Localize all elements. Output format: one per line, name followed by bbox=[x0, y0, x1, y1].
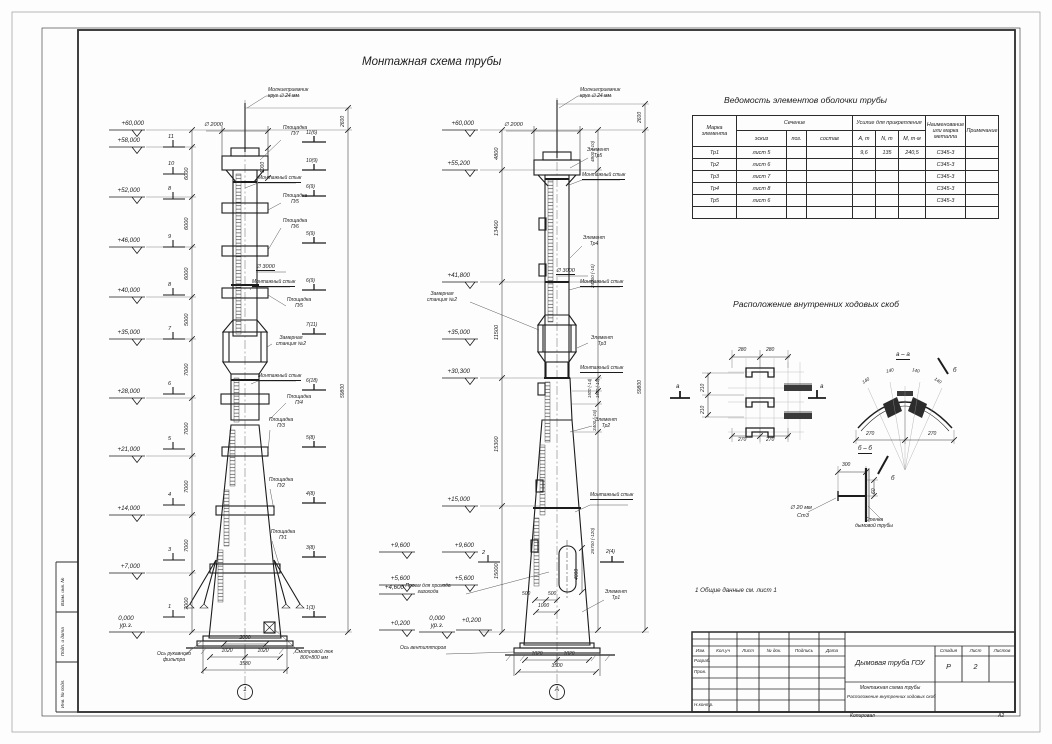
lightning-rod-label: Молниеприемник круг ∅ 24 мм bbox=[580, 87, 621, 99]
fans-axis-label: Ось вентиляторов bbox=[400, 645, 446, 651]
joint-label: Монтажный стык bbox=[252, 279, 296, 285]
tb-doc-name: Дымовая труба ГОУ bbox=[855, 658, 925, 667]
table-row: Тр5 лист 6 С345-3 bbox=[693, 195, 999, 207]
element-label: Элемент Тр4 bbox=[582, 235, 606, 247]
platform-label: Площадка П/5 bbox=[282, 193, 308, 205]
elevation-mark: +28,000 bbox=[117, 388, 140, 395]
tb-col: Лист bbox=[742, 648, 754, 653]
table-row: Тр3 лист 7 С345-3 bbox=[693, 171, 999, 183]
joint-label: Монтажный стык bbox=[582, 172, 626, 178]
col-header: поз. bbox=[787, 131, 807, 147]
dim-value: 4000 bbox=[574, 568, 580, 580]
dim-value: 1020 bbox=[221, 648, 233, 654]
dim-value: 7000 bbox=[184, 363, 190, 376]
dim-value: 59800 bbox=[340, 384, 346, 398]
rung-mark: 7(11) bbox=[306, 322, 318, 328]
section-mark: а bbox=[820, 383, 824, 390]
dim-value: 1000 bbox=[538, 603, 550, 609]
dim-value: 270 bbox=[928, 431, 937, 437]
elevation-mark: +52,000 bbox=[117, 187, 140, 194]
dim-value: 2600 bbox=[340, 115, 346, 127]
joint-label: Монтажный стык bbox=[580, 279, 624, 285]
filter-axis-label: Ось рукавного фильтра bbox=[157, 651, 191, 663]
dim-value: 6000 bbox=[184, 217, 190, 230]
general-note: 1 Общие данные см. лист 1 bbox=[695, 587, 777, 594]
margin-field: Подп. и дата bbox=[60, 627, 65, 656]
col-header: Наименование или марка металла bbox=[926, 116, 966, 147]
elevation-mark: +35,000 bbox=[447, 329, 470, 336]
rung-mark: 6(18) bbox=[306, 378, 318, 384]
elevation-mark: +55,200 bbox=[447, 160, 470, 167]
detail-title: Расположение внутренних ходовых скоб bbox=[733, 299, 899, 309]
elevation-mark: +9,600 bbox=[390, 542, 410, 549]
elevation-mark: +46,000 bbox=[117, 237, 140, 244]
dim-value: 5000 bbox=[184, 313, 190, 326]
elevation-mark: +0,200 bbox=[390, 620, 410, 627]
dim-value: 2600 bbox=[637, 111, 643, 123]
tb-col: № док. bbox=[766, 648, 782, 653]
platform-label: Площадка П/6 bbox=[282, 218, 308, 230]
platform-label: Площадка П/4 bbox=[286, 394, 312, 406]
dim-value: 140 bbox=[933, 376, 943, 385]
tb-subtitle: Монтажная схема трубы bbox=[859, 685, 921, 691]
rung-mark: 4(8) bbox=[306, 491, 315, 497]
rung-mark: 1(3) bbox=[306, 605, 315, 611]
col-header: эскиз bbox=[737, 131, 787, 147]
rung-mark: 3(8) bbox=[306, 545, 315, 551]
table-row: Тр1 лист 5 9,6 135 240,5 С345-3 bbox=[693, 147, 999, 159]
tb-row-label: Пров. bbox=[694, 669, 707, 674]
tb-row-label: Н.контр. bbox=[694, 702, 714, 707]
rung-mark: 11(6) bbox=[306, 130, 318, 136]
steel-grade-label: Ст3 bbox=[797, 513, 809, 519]
tier-number: 3 bbox=[168, 547, 172, 553]
table-row bbox=[693, 207, 999, 219]
dim-value: 3400 (-16) bbox=[592, 409, 597, 431]
element-label: Элемент Тр3 bbox=[590, 335, 614, 347]
tb-stage-value: Р bbox=[946, 662, 951, 671]
table-title: Ведомость элементов оболочки трубы bbox=[724, 95, 887, 105]
hatch-label: Смотровой люк 800×800 мм bbox=[295, 649, 333, 661]
tier-number: 8 bbox=[168, 186, 172, 192]
table-row: Тр4 лист 8 С345-3 bbox=[693, 183, 999, 195]
dim-value: 3580 bbox=[239, 661, 251, 667]
elevation-mark: +9,600 bbox=[454, 542, 474, 549]
dim-value: 270 bbox=[866, 431, 875, 437]
tier-number: 9 bbox=[168, 234, 172, 240]
elevation-mark: +35,000 bbox=[117, 329, 140, 336]
col-header: А, т bbox=[853, 131, 876, 147]
page-title: Монтажная схема трубы bbox=[362, 56, 502, 68]
dim-value: 1500 (-10) bbox=[595, 378, 600, 398]
dim-value: 210 bbox=[700, 383, 706, 392]
element-label: Элемент Тр1 bbox=[604, 589, 628, 601]
dim-value: 4800 (-10) bbox=[590, 140, 595, 162]
tb-sheet-value: 2 bbox=[973, 662, 978, 671]
elevation-mark: +0,200 bbox=[462, 617, 482, 624]
rung-mark: 10(9) bbox=[306, 158, 318, 164]
diameter-label: ∅ 3000 bbox=[556, 268, 575, 274]
dim-value: 1020 bbox=[257, 648, 269, 654]
tb-header: Лист bbox=[969, 648, 982, 653]
tier-number: 1 bbox=[168, 604, 172, 610]
col-header: Примечание bbox=[966, 116, 999, 147]
table-row: Тр2 лист 6 С345-3 bbox=[693, 159, 999, 171]
detail-staples bbox=[670, 347, 957, 522]
dim-value: 280 bbox=[766, 347, 775, 353]
dim-value: 2000 bbox=[239, 635, 251, 641]
element-label: Элемент Тр5 bbox=[586, 147, 610, 159]
dim-value: 15000 bbox=[494, 563, 500, 579]
station-label: Замерная станция №2 bbox=[275, 335, 307, 347]
towerA-drawing bbox=[446, 96, 628, 700]
wall-label: Стенка дымовой трубы bbox=[855, 517, 893, 529]
dim-value: 140 bbox=[885, 367, 895, 374]
dim-value: 140 bbox=[861, 376, 871, 385]
elevation-mark: +21,000 bbox=[117, 446, 140, 453]
lightning-rod-label: Молниеприемник круг ∅ 24 мм bbox=[268, 87, 309, 99]
section-mark: б bbox=[891, 475, 895, 482]
platform-label: Площадка П/1 bbox=[270, 529, 296, 541]
tb-header: Листов bbox=[993, 648, 1011, 653]
margin-field: Взам. инв. № bbox=[60, 577, 65, 606]
dim-value: 7000 bbox=[184, 422, 190, 435]
elevation-mark: +5,600 bbox=[454, 575, 474, 582]
col-header: состав bbox=[807, 131, 853, 147]
col-header: Марка элемента bbox=[693, 116, 737, 147]
dim-value: 1020 bbox=[531, 651, 543, 657]
tier-number: 8 bbox=[168, 282, 172, 288]
elevation-mark: +58,000 bbox=[117, 137, 140, 144]
elevation-mark: 0,000 ур.з. bbox=[118, 615, 134, 629]
elevation-mark: 0,000 ур.з. bbox=[429, 615, 445, 629]
axis-bubble: 1 bbox=[243, 686, 247, 693]
dim-value: 500 bbox=[522, 591, 531, 597]
elevation-mark: +60,000 bbox=[451, 120, 474, 127]
station-label: Замерная станция №2 bbox=[426, 291, 458, 303]
margin-field: Инв. № подл. bbox=[60, 679, 65, 708]
joint-label: Монтажный стык bbox=[580, 365, 624, 371]
rung-mark: 6(9) bbox=[306, 184, 315, 190]
tier-number: 7 bbox=[168, 326, 172, 332]
axis-bubble: А bbox=[554, 686, 560, 693]
titleblock-grid bbox=[692, 632, 1015, 712]
dim-value: 1500 (-14) bbox=[587, 378, 592, 398]
dim-value: 6000 bbox=[184, 267, 190, 280]
elevation-mark: +4,600 bbox=[384, 584, 404, 591]
tier-number: 5 bbox=[168, 436, 172, 442]
platform-label: Площадка П/3 bbox=[268, 417, 294, 429]
col-header: Сечение bbox=[737, 116, 853, 131]
dim-value: 60 bbox=[871, 488, 877, 494]
dim-value: 270 bbox=[738, 437, 747, 443]
dim-value: 15300 bbox=[494, 436, 500, 452]
section-mark: а bbox=[676, 383, 680, 390]
dim-value: 140 bbox=[911, 367, 921, 374]
platform-label: Площадка П/2 bbox=[268, 477, 294, 489]
element-label: Элемент Тр2 bbox=[594, 417, 618, 429]
dim-value: 26700 (-120) bbox=[590, 527, 595, 554]
dim-value: 500 bbox=[548, 591, 557, 597]
tb-col: Кол.уч bbox=[716, 648, 730, 653]
tb-col: Изм. bbox=[695, 648, 706, 653]
dim-value: 280 bbox=[738, 347, 747, 353]
view-title: а – а bbox=[896, 351, 910, 358]
elevation-mark: +30,300 bbox=[447, 368, 470, 375]
tb-col: Дата bbox=[825, 648, 839, 653]
dim-value: 300 bbox=[842, 462, 851, 468]
platform-label: Площадка П/5 bbox=[286, 297, 312, 309]
tier-number: 11 bbox=[168, 134, 174, 140]
elevation-mark: +60,000 bbox=[121, 120, 144, 127]
col-header: N, т bbox=[876, 131, 899, 147]
dim-value: 4800 bbox=[494, 147, 500, 160]
col-header: Усилие для прикрепления bbox=[853, 116, 926, 131]
diameter-label: ∅ 3000 bbox=[256, 264, 275, 270]
tb-col: Подпись bbox=[794, 648, 814, 653]
dim-value: 1000 bbox=[260, 161, 266, 173]
elevation-mark: +14,000 bbox=[117, 505, 140, 512]
dim-value: 6000 bbox=[184, 167, 190, 180]
diameter-label: ∅ 2000 bbox=[504, 122, 523, 128]
tier-number: 2 bbox=[482, 550, 486, 556]
rod-diameter-label: ∅ 20 мм bbox=[790, 505, 812, 511]
diameter-label: ∅ 2000 bbox=[204, 122, 223, 128]
rung-mark: 5(8) bbox=[306, 435, 315, 441]
elevation-mark: +40,000 bbox=[117, 287, 140, 294]
dim-value: 59800 bbox=[637, 380, 643, 394]
section-mark: б bbox=[953, 367, 957, 374]
tier-number: 4 bbox=[168, 492, 172, 498]
tier-number: 10 bbox=[168, 161, 175, 167]
dim-value: 24900 (-10) bbox=[590, 264, 595, 288]
rung-mark: 2(4) bbox=[606, 549, 615, 555]
opening-label: Проем для прохода газохода bbox=[405, 583, 451, 595]
joint-label: Монтажный стык bbox=[590, 492, 634, 498]
dim-value: 11500 bbox=[494, 324, 500, 340]
dim-value: 210 bbox=[700, 405, 706, 414]
dim-value: 3500 bbox=[551, 663, 563, 669]
rung-mark: 5(9) bbox=[306, 231, 315, 237]
dim-value: 7000 bbox=[184, 597, 190, 610]
elevation-mark: +41,800 bbox=[447, 272, 470, 279]
shell-elements-table bbox=[692, 115, 999, 219]
joint-label: Монтажный стык bbox=[258, 175, 302, 181]
dim-value: 7000 bbox=[184, 480, 190, 493]
elevation-mark: +5,600 bbox=[390, 575, 410, 582]
tier-number: 6 bbox=[168, 381, 172, 387]
rung-mark: 6(9) bbox=[306, 278, 315, 284]
tb-subtitle: Расположение внутренних ходовых скоб bbox=[847, 694, 936, 699]
view-title: б – б bbox=[858, 445, 872, 452]
col-header: М, т·м bbox=[899, 131, 926, 147]
elevation-mark: +15,000 bbox=[447, 496, 470, 503]
tb-header: Стадия bbox=[939, 648, 958, 653]
tb-row-label: Разраб. bbox=[694, 658, 711, 663]
dim-value: 7000 bbox=[184, 539, 190, 552]
elevation-mark: +7,000 bbox=[120, 563, 140, 570]
dim-value: 270 bbox=[766, 437, 775, 443]
copied-label: Копировал bbox=[850, 713, 875, 719]
joint-label: Монтажный стык bbox=[258, 373, 302, 379]
platform-label: Площадка П/7 bbox=[282, 125, 308, 137]
format-label: А2 bbox=[998, 713, 1005, 719]
dim-value: 1020 bbox=[563, 651, 575, 657]
dim-value: 13400 bbox=[494, 220, 500, 236]
